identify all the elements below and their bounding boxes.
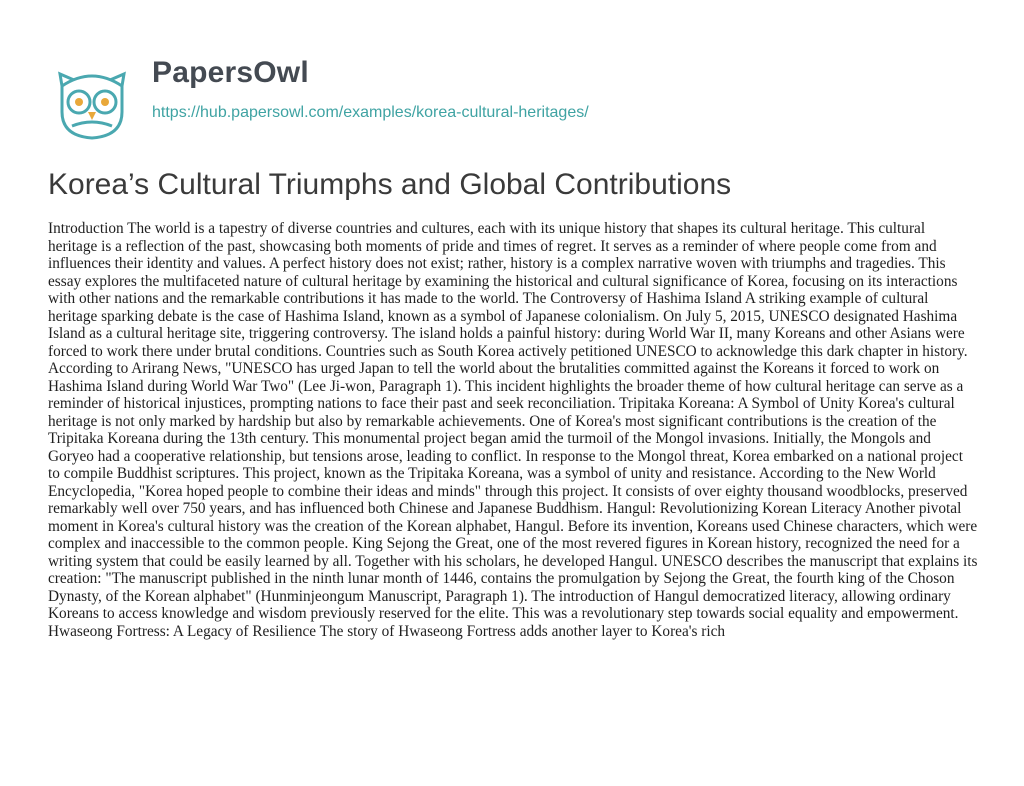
bottom-fade-overlay (0, 700, 1024, 786)
article-body: Introduction The world is a tapestry of diverse countries and cultures, each with its unique history that shapes its cultural heritage. This cultural heritage is a reflection of the past, showcasing both moments of pride and times of regret. It serves as a reminder of where people come from and influences their identity and values. A perfect history does not exist; rather, history is a complex narrative woven with triumphs and tragedies. This essay explores the multifaceted nature of cultural heritage by examining the historical and cultural significance of Korea, focusing on its interactions with other nations and the remarkable contributions it has made to the world. The Controversy of Hashima Island A striking example of cultural heritage sparking debate is the case of Hashima Island, known as a symbol of Japanese colonialism. On July 5, 2015, UNESCO designated Hashima Island as a cultural heritage site, triggering controversy. The island holds a painful history: during World War II, many Koreans and other Asians were forced to work there under brutal conditions. Countries such as South Korea actively petitioned UNESCO to acknowledge this dark chapter in history. According to Arirang News, "UNESCO has urged Japan to tell the world about the brutalities committed against the Koreans it forced to work on Hashima Island during World War Two" (Lee Ji-won, Paragraph 1). This incident highlights the broader theme of how cultural heritage can serve as a reminder of historical injustices, prompting nations to face their past and seek reconciliation. Tripitaka Koreana: A Symbol of Unity Korea's cultural heritage is not only marked by hardship but also by remarkable achievements. One of Korea's most significant contributions is the creation of the Tripitaka Koreana during the 13th century. This monumental project began amid the turmoil of the Mongol invasions. Initially, the Mongols and Goryeo had a cooperative relationship, but tensions arose, leading to conflict. In response to the Mongol threat, Korea embarked on a national project to compile Buddhist scriptures. This project, known as the Tripitaka Koreana, was a symbol of unity and resistance. According to the New World Encyclopedia, "Korea hoped people to combine their ideas and minds" through this project. It consists of over eighty thousand woodblocks, preserved remarkably well over 750 years, and has influenced both Chinese and Japanese Buddhism. Hangul: Revolutionizing Korean Literacy Another pivotal moment in Korea's cultural history was the creation of the Korean alphabet, Hangul. Before its invention, Koreans used Chinese characters, which were complex and inaccessible to the common people. King Sejong the Great, one of the most revered figures in Korean history, recognized the need for a writing system that could be easily learned by all. Together with his scholars, he developed Hangul. UNESCO describes the manuscript that explains its creation: "The manuscript published in the ninth lunar month of 1446, contains the promulgation by Sejong the Great, the fourth king of the Choson Dynasty, of the Korean alphabet" (Hunminjeongum Manuscript, Paragraph 1). The introduction of Hangul democratized literacy, allowing ordinary Koreans to access knowledge and wisdom previously reserved for the elite. This was a revolutionary step towards social equality and empowerment. Hwaseong Fortress: A Legacy of Resilience The story of Hwaseong Fortress adds another layer to Korea's rich (48, 220, 978, 640)
owl-logo-icon[interactable] (48, 60, 136, 140)
source-url-link[interactable]: https://hub.papersowl.com/examples/korea-cultural-heritages/ (152, 104, 589, 121)
site-header (48, 56, 948, 136)
article-title: Korea’s Cultural Triumphs and Global Contributions (48, 168, 732, 201)
brand-name[interactable]: PapersOwl (152, 56, 309, 89)
